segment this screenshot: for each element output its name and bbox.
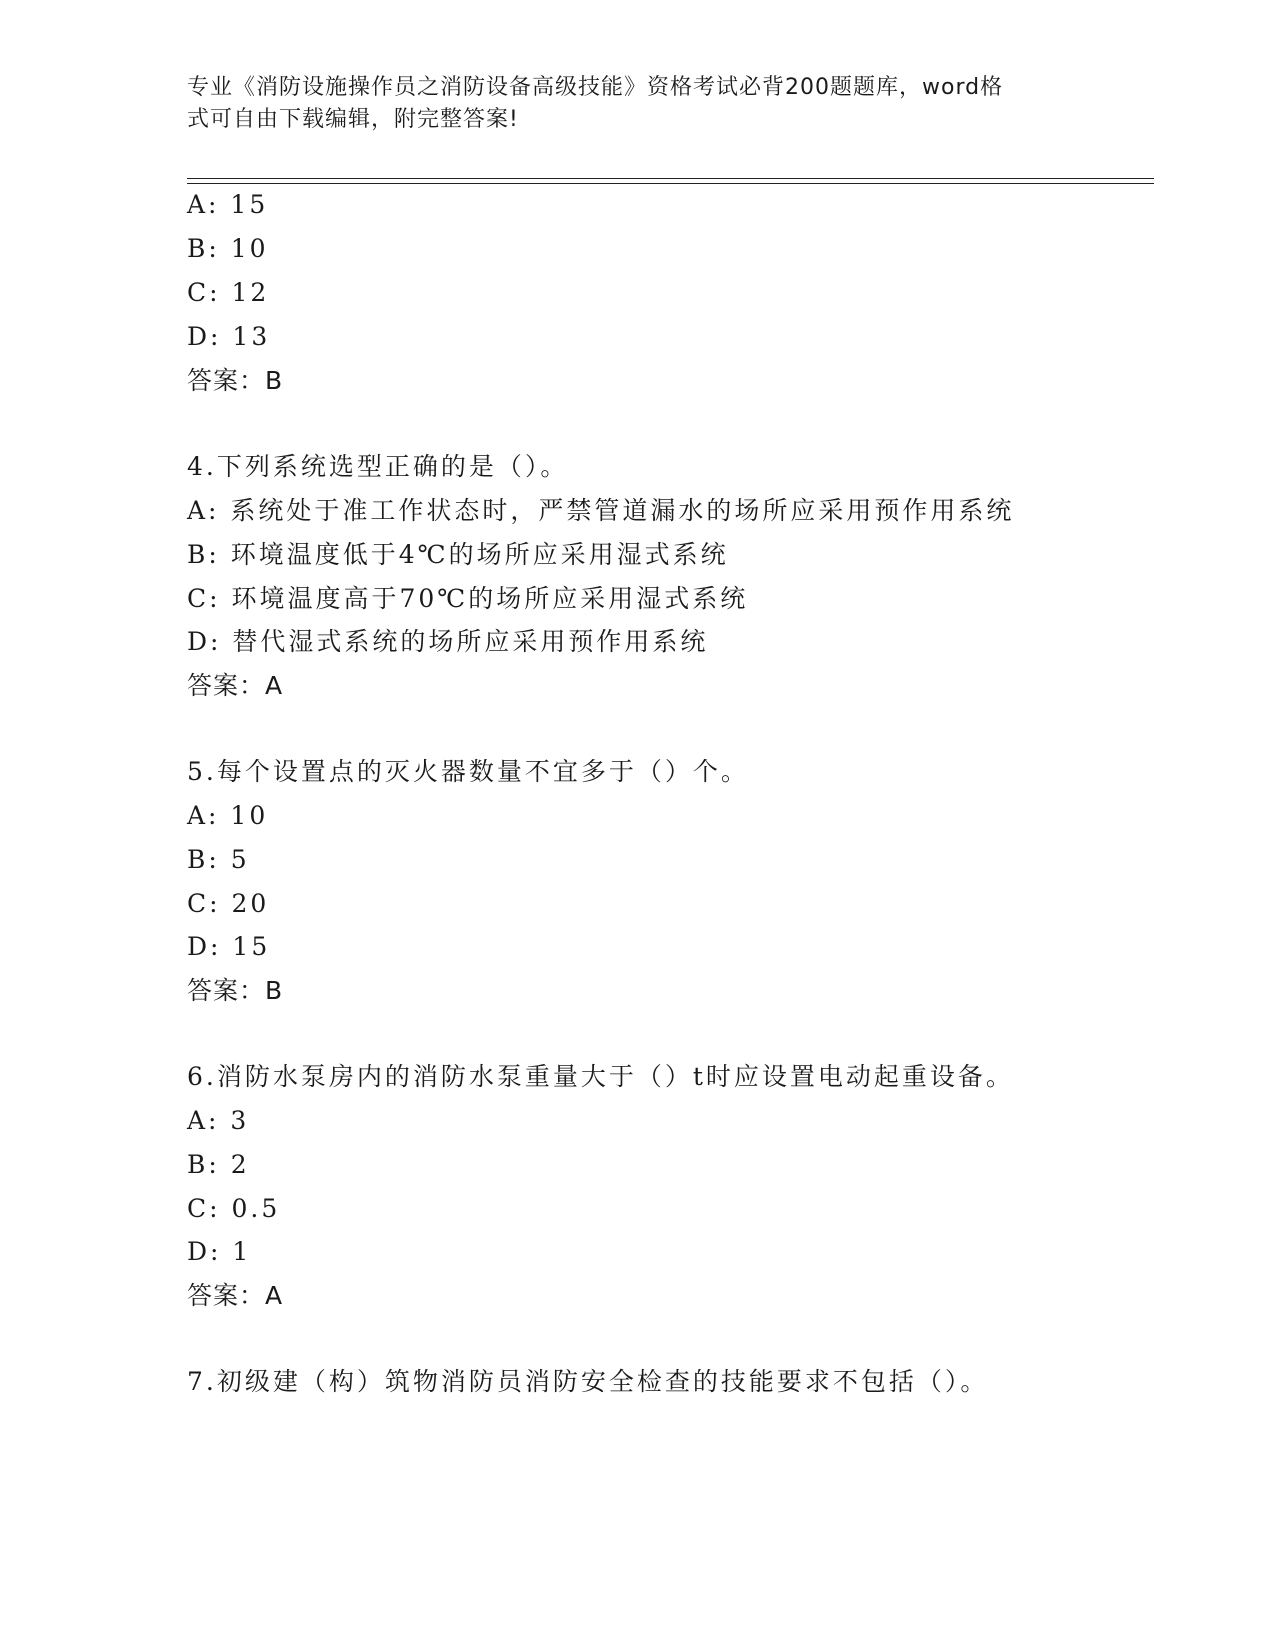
q6-option-a: A: 3 (187, 1106, 250, 1135)
q3-option-b: B: 10 (187, 234, 269, 263)
q6-option-b: B: 2 (187, 1150, 250, 1179)
q4-option-b: B: 环境温度低于4℃的场所应采用湿式系统 (187, 540, 729, 569)
header-divider-bottom (187, 183, 1154, 184)
q4-option-c: C: 环境温度高于70℃的场所应采用湿式系统 (187, 584, 749, 613)
q3-option-a: A: 15 (187, 190, 269, 219)
q4-question: 4.下列系统选型正确的是（）。 (187, 452, 569, 481)
header-divider-top (187, 178, 1154, 179)
q4-answer: 答案：A (187, 671, 284, 700)
q3-option-d: D: 13 (187, 322, 271, 351)
q5-option-a: A: 10 (187, 801, 269, 830)
q7-question: 7.初级建（构）筑物消防员消防安全检查的技能要求不包括（）。 (187, 1367, 989, 1396)
q5-answer: 答案：B (187, 976, 284, 1005)
document-header (187, 72, 1067, 136)
q6-question: 6.消防水泵房内的消防水泵重量大于（）t时应设置电动起重设备。 (187, 1062, 1014, 1091)
q3-answer: 答案：B (187, 366, 284, 395)
q5-option-b: B: 5 (187, 845, 250, 874)
q5-option-d: D: 15 (187, 932, 271, 961)
q6-option-c: C: 0.5 (187, 1194, 281, 1223)
q3-option-c: C: 12 (187, 278, 270, 307)
q5-option-c: C: 20 (187, 889, 270, 918)
q4-option-d: D: 替代湿式系统的场所应采用预作用系统 (187, 627, 709, 656)
header-line-1: 专业《消防设施操作员之消防设备高级技能》资格考试必背200题题库，word格 (187, 75, 1004, 100)
q4-option-a: A: 系统处于准工作状态时，严禁管道漏水的场所应采用预作用系统 (187, 496, 1015, 525)
q6-option-d: D: 1 (187, 1237, 252, 1266)
q5-question: 5.每个设置点的灭火器数量不宜多于（）个。 (187, 757, 749, 786)
q6-answer: 答案：A (187, 1281, 284, 1310)
header-line-2: 式可自由下载编辑，附完整答案! (187, 107, 519, 132)
